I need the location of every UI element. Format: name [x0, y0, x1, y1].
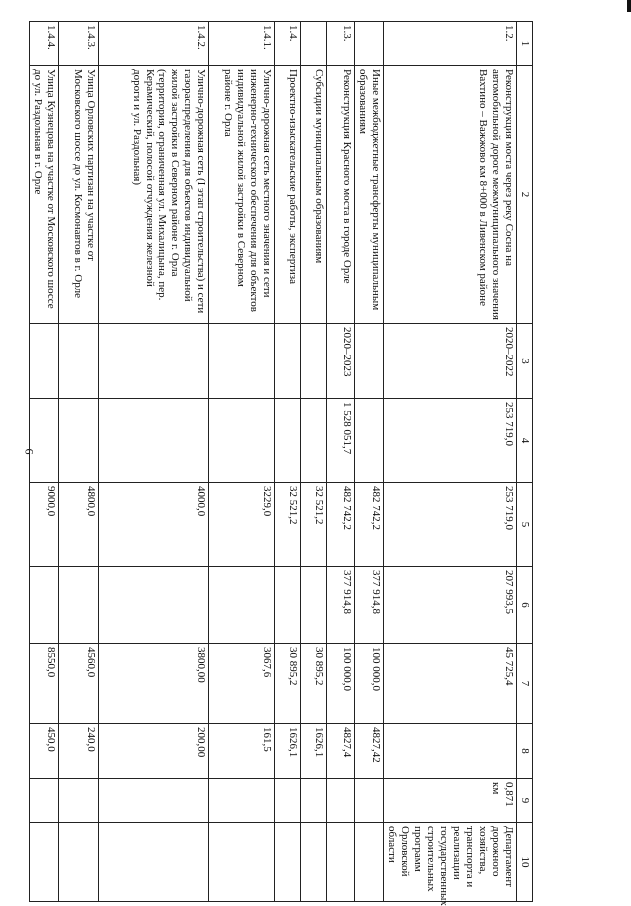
table-cell: 2020–2023	[327, 324, 355, 399]
column-header: 6	[517, 567, 533, 644]
table-cell: 1.4.2.	[99, 22, 209, 66]
table-cell	[209, 324, 275, 399]
table-cell	[99, 399, 209, 483]
table-cell: 100 000,0	[327, 644, 355, 724]
table-cell: 482 742,2	[355, 483, 384, 567]
table-cell: 30 895,2	[275, 644, 301, 724]
table-cell: 1 528 051,7	[327, 399, 355, 483]
column-header: 1	[517, 22, 533, 66]
table-cell: 4827,42	[355, 724, 384, 779]
table-cell	[275, 399, 301, 483]
table-row	[30, 22, 59, 902]
table-cell: Улица Орловских партизан на участке от Московского шоссе до ул. Космонавтов в г. Орле	[59, 66, 99, 324]
column-header: 4	[517, 399, 533, 483]
column-header: 3	[517, 324, 533, 399]
table-cell	[355, 823, 384, 902]
table-cell: 3067,6	[209, 644, 275, 724]
table-cell: 0,871 км	[384, 779, 517, 823]
table-cell: 253 719,0	[384, 399, 517, 483]
table-cell	[301, 779, 327, 823]
table-cell	[327, 823, 355, 902]
column-header: 7	[517, 644, 533, 724]
table-cell	[30, 779, 59, 823]
table-cell: 2020–2022	[384, 324, 517, 399]
table-row	[209, 22, 275, 902]
table-cell	[59, 823, 99, 902]
table-cell: 207 993,5	[384, 567, 517, 644]
table-cell: Субсидии муниципальным образованиям	[301, 66, 327, 324]
table-cell: Улично-дорожная сеть (I этап строительства) и сети газораспределения для объектов индивидуальной жилой застройки в Северном районе г. Орла (территория, ограниченная ул. Михалицына, пер. Керамический, полосой отчуждения железной дороги и ул. Раздольная)	[99, 66, 209, 324]
table-cell	[275, 324, 301, 399]
table-cell	[209, 399, 275, 483]
table-cell: 1.3.	[327, 22, 355, 66]
table-cell: Улица Кузнецова на участке от Московского шоссе до ул. Раздольная в г. Орле	[30, 66, 59, 324]
table-cell	[30, 567, 59, 644]
table-cell	[301, 399, 327, 483]
table-cell: 253 719,0	[384, 483, 517, 567]
table-cell	[99, 779, 209, 823]
table-cell: 1.4.	[275, 22, 301, 66]
table-row	[275, 22, 301, 902]
table-cell	[355, 324, 384, 399]
table-cell	[59, 567, 99, 644]
table-cell: 3229,0	[209, 483, 275, 567]
table-cell: 45 725,4	[384, 644, 517, 724]
table-cell	[301, 567, 327, 644]
table-cell	[301, 22, 327, 66]
column-header: 5	[517, 483, 533, 567]
table-cell	[275, 823, 301, 902]
column-header: 8	[517, 724, 533, 779]
table-cell: 8550,0	[30, 644, 59, 724]
table-cell: 3800,00	[99, 644, 209, 724]
table-cell	[99, 823, 209, 902]
table-cell	[355, 779, 384, 823]
table-cell	[99, 567, 209, 644]
table-cell: 200,00	[99, 724, 209, 779]
table-cell: 4560,0	[59, 644, 99, 724]
table-cell: 1.4.1.	[209, 22, 275, 66]
table-cell	[209, 779, 275, 823]
table-cell	[30, 823, 59, 902]
table-cell: 32 521,2	[301, 483, 327, 567]
table-cell: Улично-дорожная сеть местного значения и сети инженерно-технического обеспечения для объектов индивидуальной жилой застройки в Северном районе г. Орла	[209, 66, 275, 324]
table-row	[59, 22, 99, 902]
table-cell: 1.4.3.	[59, 22, 99, 66]
column-header: 10	[517, 823, 533, 902]
table-cell	[327, 779, 355, 823]
table-cell: 482 742,2	[327, 483, 355, 567]
table-row	[355, 22, 384, 902]
table-cell: 100 000,0	[355, 644, 384, 724]
table-row	[327, 22, 355, 902]
table-cell	[301, 823, 327, 902]
table-cell: Департамент дорожного хозяйства, транспорта и реализации государственных строительных программ Орловской области	[384, 823, 517, 902]
table-cell: 161,5	[209, 724, 275, 779]
table-cell	[384, 724, 517, 779]
table-cell: 1.2.	[384, 22, 517, 66]
table-cell: 377 914,8	[327, 567, 355, 644]
table-cell	[59, 324, 99, 399]
table-header-row	[517, 22, 533, 902]
table-cell	[30, 324, 59, 399]
table-cell	[99, 324, 209, 399]
table-cell: 4000,0	[99, 483, 209, 567]
table-cell	[355, 22, 384, 66]
table-cell	[30, 399, 59, 483]
table-body	[30, 22, 517, 906]
table-cell: 377 914,8	[355, 567, 384, 644]
table-cell	[355, 399, 384, 483]
table-cell	[59, 399, 99, 483]
table-cell: 1.4.4.	[30, 22, 59, 66]
table-cell	[209, 823, 275, 902]
table-cell: 1626,1	[301, 724, 327, 779]
table-cell	[275, 567, 301, 644]
column-header: 9	[517, 779, 533, 823]
table-cell: Проектно-изыскательские работы, экспертиза	[275, 66, 301, 324]
table-cell: 4800,0	[59, 483, 99, 567]
table-cell	[301, 324, 327, 399]
table-cell: 450,0	[30, 724, 59, 779]
table-cell: 32 521,2	[275, 483, 301, 567]
table-row	[384, 22, 517, 902]
table-cell: 9000,0	[30, 483, 59, 567]
column-header: 2	[517, 66, 533, 324]
table-cell: Иные межбюджетные трансферты муниципальным образованиям	[355, 66, 384, 324]
table-row	[301, 22, 327, 902]
table-cell: 240,0	[59, 724, 99, 779]
table-cell: 30 895,2	[301, 644, 327, 724]
table-cell	[59, 779, 99, 823]
table-cell: 4827,4	[327, 724, 355, 779]
scan-mark	[627, 0, 631, 12]
table-cell: Реконструкция Красного моста в городе Орле	[327, 66, 355, 324]
page-number: 6	[22, 448, 37, 455]
rotated-table-container	[32, 21, 533, 906]
table-row	[99, 22, 209, 902]
table-cell: 1626,1	[275, 724, 301, 779]
table-cell	[209, 567, 275, 644]
budget-table	[29, 21, 533, 906]
table-cell: Реконструкция моста через реку Сосна на автомобильной дороге межмуниципального значения Вахтино – Важжово км 8+000 в Ливенском районе	[384, 66, 517, 324]
table-cell	[275, 779, 301, 823]
